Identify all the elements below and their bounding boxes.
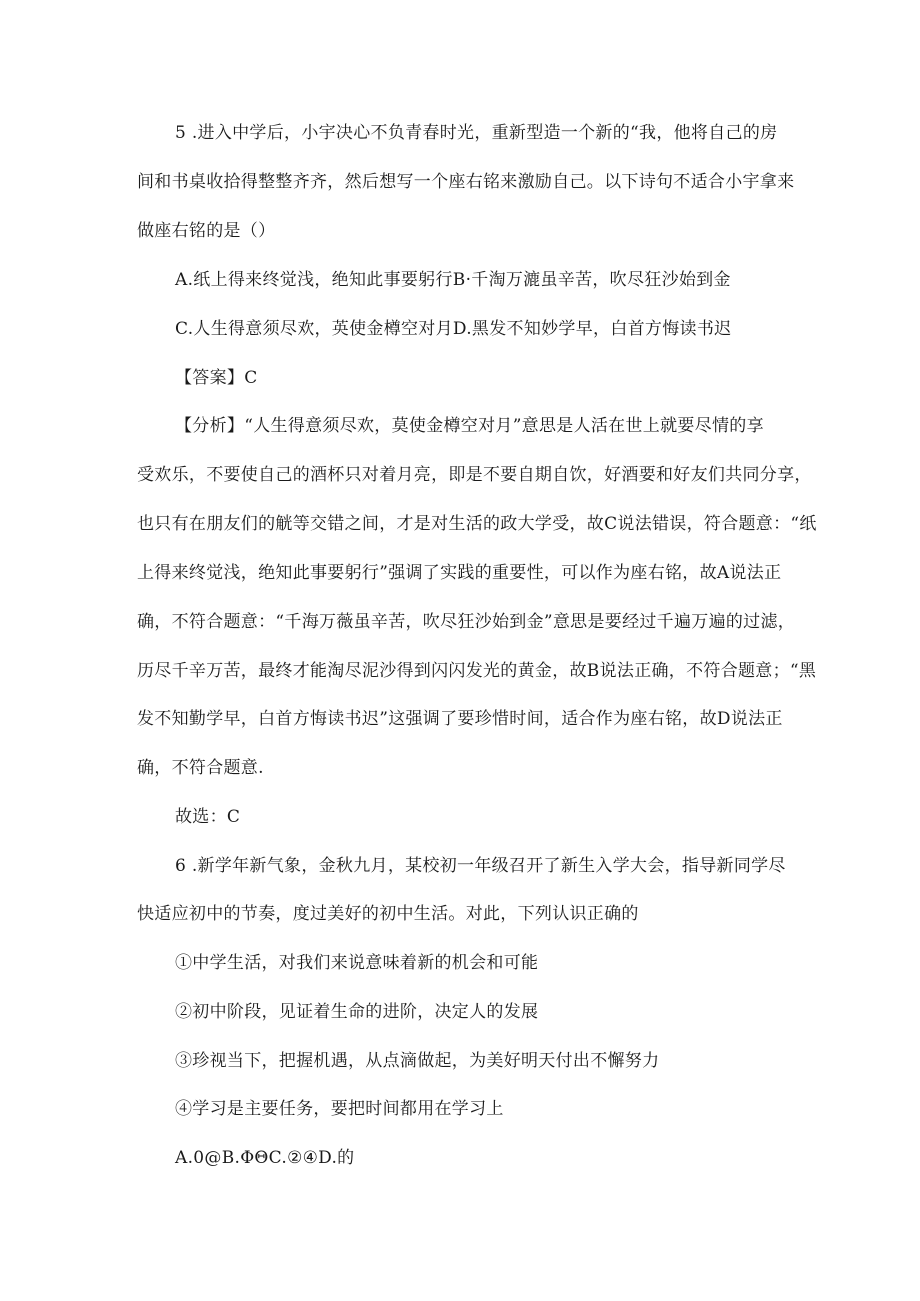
q5-answer: 【答案】C bbox=[175, 368, 258, 388]
q5-stem-line-2: 间和书桌收拾得整整齐齐，然后想写一个座右铭来激励自己。以下诗句不适合小宇拿来 bbox=[137, 172, 795, 192]
q6-statement-2: ②初中阶段，见证着生命的进阶，决定人的发展 bbox=[175, 1002, 539, 1022]
q5-choice: 故选：C bbox=[175, 807, 241, 827]
q6-stem-line-1: 6 .新学年新气象，金秋九月，某校初一年级召开了新生入学大会，指导新同学尽 bbox=[175, 856, 786, 876]
q5-analysis-line-1: 【分析】“人生得意须尽欢，莫使金樽空对月”意思是人活在世上就要尽情的享 bbox=[175, 416, 764, 436]
q6-options: A.0@B.ΦΘC.②④D.的 bbox=[175, 1148, 355, 1168]
q5-analysis-line-8: 确，不符合题意. bbox=[137, 758, 264, 778]
q6-stem-line-2: 快适应初中的节奏，度过美好的初中生活。对此，下列认识正确的 bbox=[137, 904, 639, 924]
q5-stem-line-1: 5 .进入中学后，小宇决心不负青春时光，重新型造一个新的“我，他将自己的房 bbox=[175, 123, 778, 143]
q5-option-ab: A.纸上得来终觉浅，绝知此事要躬行B·千淘万漉虽辛苦，吹尽狂沙始到金 bbox=[175, 270, 731, 290]
q5-analysis-line-6: 历尽千辛万苦，最终才能淘尽泥沙得到闪闪发光的黄金，故B说法正确，不符合题意；“黑 bbox=[137, 661, 817, 681]
q5-analysis-line-5: 确，不符合题意：“千海万薇虽辛苦，吹尽狂沙始到金”意思是要经过千遍万遍的过滤， bbox=[137, 612, 796, 632]
q5-stem-line-3: 做座右铭的是（） bbox=[137, 221, 276, 241]
q5-analysis-line-4: 上得来终觉浅，绝知此事要躬行”强调了实践的重要性，可以作为座右铭，故A说法正 bbox=[137, 563, 782, 583]
q6-statement-3: ③珍视当下，把握机遇，从点滴做起，为美好明天付出不懈努力 bbox=[175, 1051, 660, 1071]
q6-statement-1: ①中学生活，对我们来说意味着新的机会和可能 bbox=[175, 953, 539, 973]
q6-statement-4: ④学习是主要任务，要把时间都用在学习上 bbox=[175, 1099, 504, 1119]
q5-analysis-line-7: 发不知勤学早，白首方悔读书迟”这强调了要珍惜时间，适合作为座右铭，故D说法正 bbox=[137, 709, 783, 729]
q5-analysis-line-2: 受欢乐，不要使自己的酒杯只对着月亮，即是不要自期自饮，好酒要和好友们共同分享， bbox=[137, 465, 812, 485]
q5-analysis-line-3: 也只有在朋友们的觥等交错之间，才是对生活的政大学受，故C说法错误，符合题意：“纸 bbox=[137, 514, 817, 534]
q5-option-cd: C.人生得意须尽欢，英使金樽空对月D.黑发不知妙学早，白首方悔读书迟 bbox=[175, 319, 732, 339]
